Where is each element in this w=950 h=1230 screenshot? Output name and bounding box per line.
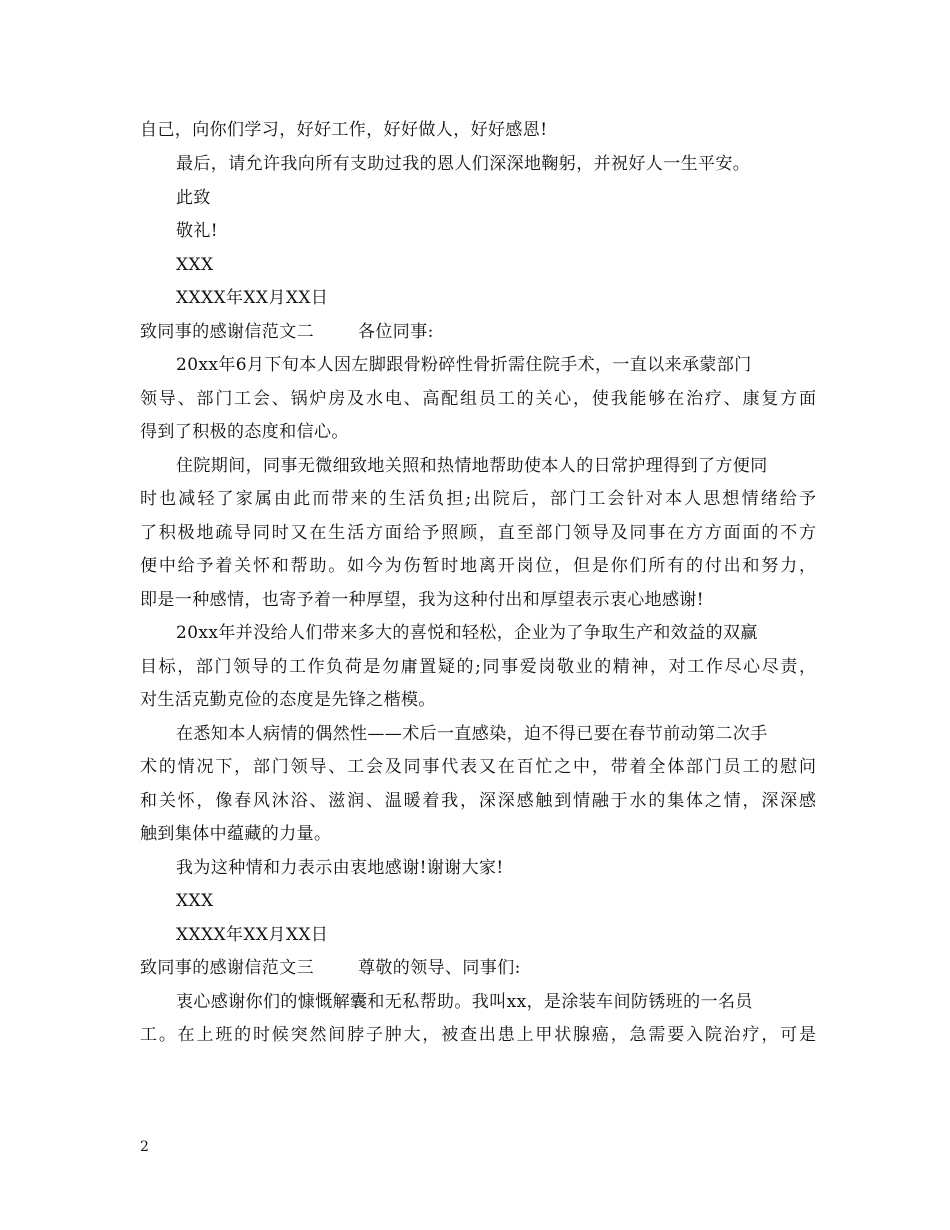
paragraph-line: 自己，向你们学习，好好工作，好好做人，好好感恩! <box>140 120 548 140</box>
signature-name: XXX <box>176 255 214 275</box>
paragraph-line: 术的情况下，部门领导、工会及同事代表又在百忙之中，带着全体部门员工的慰问 <box>140 757 816 777</box>
paragraph-line: 即是一种感情，也寄予着一种厚望，我为这种付出和厚望表示衷心地感谢! <box>140 590 705 610</box>
section-heading <box>140 320 434 344</box>
paragraph-line: 最后，请允许我向所有支助过我的恩人们深深地鞠躬，并祝好人一生平安。 <box>176 154 751 174</box>
paragraph-line: 20xx年6月下旬本人因左脚跟骨粉碎性骨折需住院手术，一直以来承蒙部门 <box>176 355 752 375</box>
salutation: 尊敬的领导、同事们: <box>358 958 521 978</box>
paragraph-line: 住院期间，同事无微细致地关照和热情地帮助使本人的日常护理得到了方便同 <box>176 456 768 476</box>
paragraph-line: 目标，部门领导的工作负荷是勿庸置疑的;同事爱岗敬业的精神，对工作尽心尽责， <box>140 657 816 677</box>
paragraph-line: 了积极地疏导同时又在生活方面给予照顾，直至部门领导及同事在方方面面的不方 <box>140 523 816 543</box>
signature-date: XXXX年XX月XX日 <box>176 288 329 308</box>
section-heading <box>140 956 521 980</box>
paragraph-line: 我为这种情和力表示由衷地感谢!谢谢大家! <box>176 858 504 878</box>
paragraph-line: 领导、部门工会、锅炉房及水电、高配组员工的关心，使我能够在治疗、康复方面 <box>140 389 816 409</box>
section-title: 致同事的感谢信范文二 <box>140 322 314 342</box>
paragraph-line: 工。在上班的时候突然间脖子肿大，被查出患上甲状腺癌，急需要入院治疗，可是 <box>140 1025 816 1045</box>
paragraph-line: 在悉知本人病情的偶然性——术后一直感染，迫不得已要在春节前动第二次手 <box>176 724 768 744</box>
paragraph-line: 和关怀，像春风沐浴、滋润、温暖着我，深深感触到情融于水的集体之情，深深感 <box>140 791 816 811</box>
closing-line: 敬礼! <box>176 221 219 241</box>
paragraph-line: 衷心感谢你们的慷慨解囊和无私帮助。我叫xx，是涂装车间防锈班的一名员 <box>176 992 753 1012</box>
paragraph-line: 时也减轻了家属由此而带来的生活负担;出院后，部门工会针对本人思想情绪给予 <box>140 489 816 509</box>
paragraph-line: 触到集体中蕴藏的力量。 <box>140 824 332 844</box>
section-title: 致同事的感谢信范文三 <box>140 958 314 978</box>
paragraph-line: 便中给予着关怀和帮助。如今为伤暂时地离开岗位，但是你们所有的付出和努力， <box>140 556 816 576</box>
paragraph-line: 得到了积极的态度和信心。 <box>140 422 349 442</box>
paragraph-line: 20xx年并没给人们带来多大的喜悦和轻松，企业为了争取生产和效益的双赢 <box>176 623 758 643</box>
signature-name: XXX <box>176 891 214 911</box>
salutation: 各位同事: <box>358 322 434 342</box>
page-number: 2 <box>140 1139 149 1155</box>
closing-line: 此致 <box>176 188 211 208</box>
signature-date: XXXX年XX月XX日 <box>176 925 329 945</box>
paragraph-line: 对生活克勤克俭的态度是先锋之楷模。 <box>140 690 436 710</box>
